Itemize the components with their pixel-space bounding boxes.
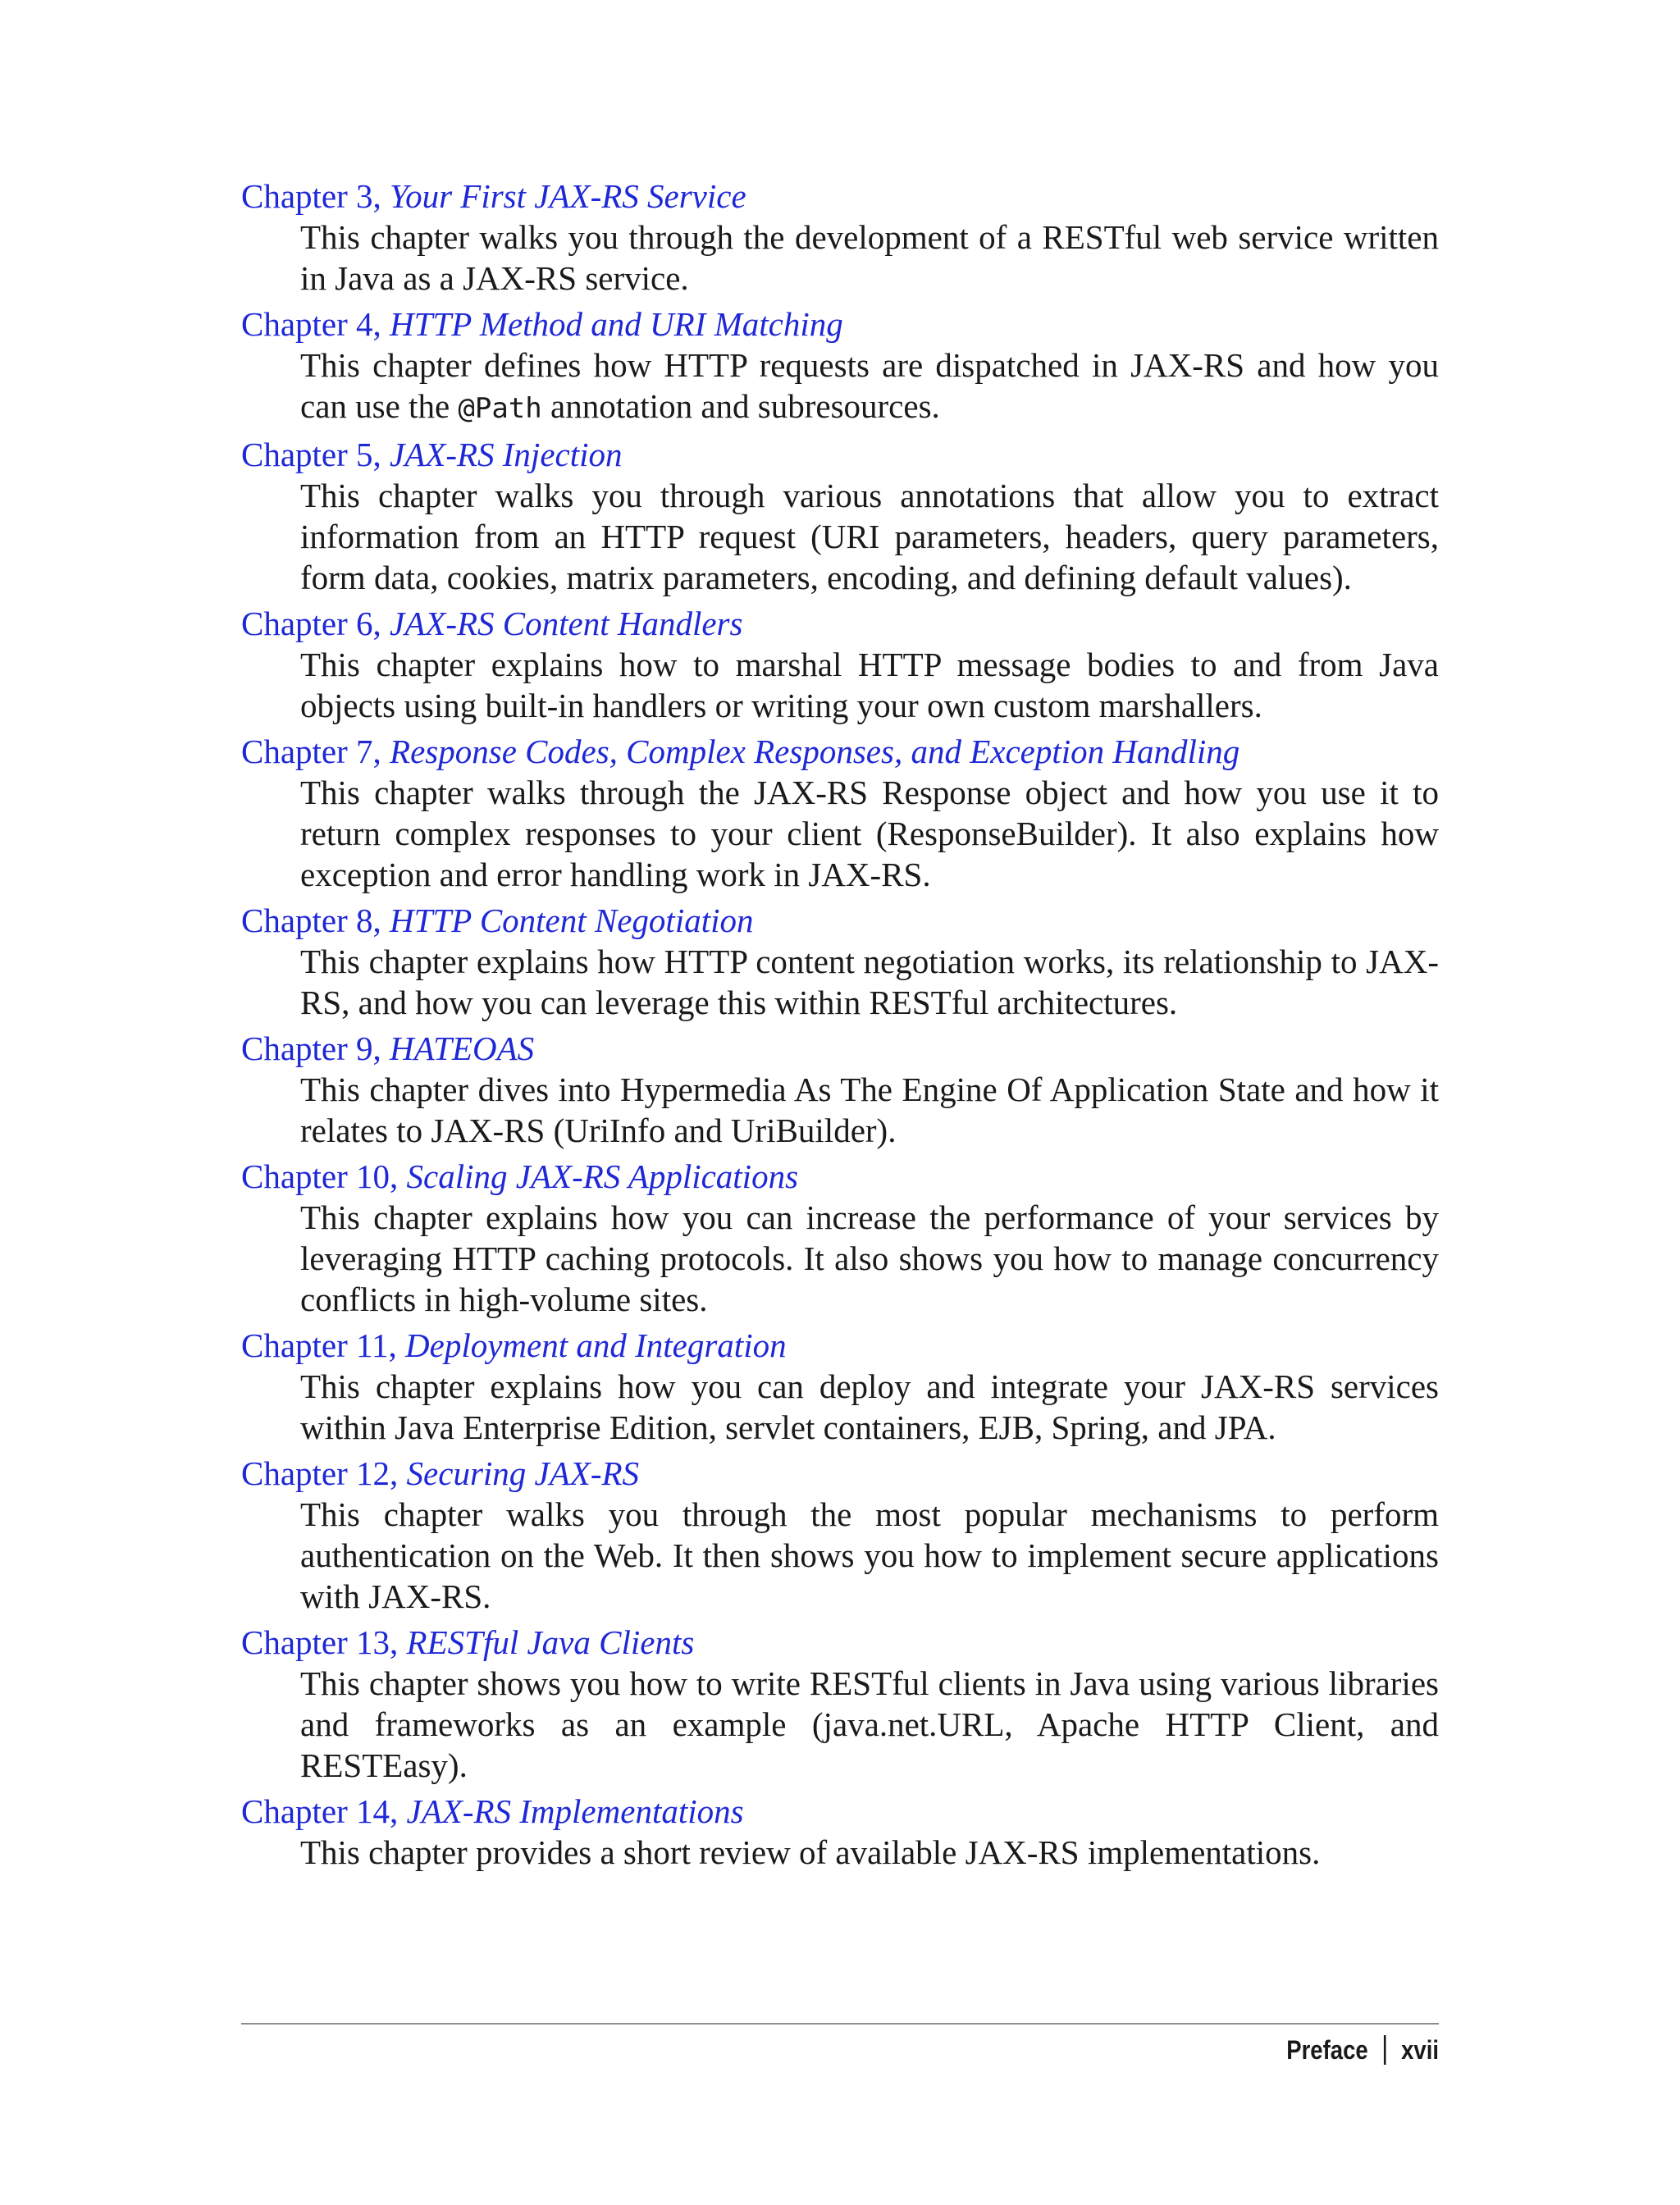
chapter-description: This chapter walks you through the most popular mechanisms to perform authentication on the Web. It then shows you how to implement secure applications with JAX-RS. (300, 1495, 1439, 1615)
chapter-entry-5 (241, 434, 1439, 598)
chapter-number: Chapter 12, (241, 1454, 407, 1492)
chapter-number: Chapter 5, (241, 436, 390, 473)
chapter-entry-9 (241, 1028, 1439, 1151)
chapter-number: Chapter 8, (241, 902, 390, 939)
chapter-title: HTTP Content Negotiation (390, 902, 754, 939)
description-text: annotation and subresources. (541, 387, 940, 425)
chapter-entry-14 (241, 1791, 1439, 1873)
chapter-4-link[interactable] (241, 304, 1439, 345)
chapter-description: This chapter walks you through various annotations that allow you to extract information from an HTTP request (URI parameters, headers, query parameters, form data, cookies, matrix parameters, encoding, and defining default values). (300, 477, 1439, 596)
chapter-6-link[interactable] (241, 603, 1439, 644)
path-annotation-code: @Path (458, 392, 542, 425)
chapter-8-link[interactable] (241, 900, 1439, 941)
chapter-description: This chapter shows you how to write RESTful clients in Java using various libraries and frameworks as an example (java.net.URL, Apache HTTP Client, and RESTEasy). (300, 1664, 1439, 1784)
chapter-7-link[interactable] (241, 731, 1439, 772)
chapter-entry-6 (241, 603, 1439, 726)
chapter-title: JAX-RS Content Handlers (390, 605, 743, 642)
chapter-description: This chapter explains how you can increase the performance of your services by leveraging HTTP caching protocols. It also shows you how to manage concurrency conflicts in high-volume sites. (300, 1198, 1439, 1318)
chapter-description: This chapter explains how to marshal HTTP message bodies to and from Java objects using built-in handlers or writing your own custom marshallers. (300, 646, 1439, 724)
chapter-description: This chapter explains how you can deploy and integrate your JAX-RS services within Java Enterprise Edition, servlet containers, EJB, Spring, and JPA. (300, 1367, 1439, 1446)
page-footer (1286, 2029, 1439, 2070)
description-text: This chapter defines how HTTP requests are dispatched in JAX-RS and how you can use the (300, 346, 1439, 425)
chapter-title: HTTP Method and URI Matching (390, 305, 843, 343)
chapter-number: Chapter 14, (241, 1792, 407, 1830)
chapter-5-link[interactable] (241, 434, 1439, 475)
chapter-number: Chapter 9, (241, 1029, 390, 1067)
footer-divider (241, 2023, 1439, 2025)
chapter-10-link[interactable] (241, 1156, 1439, 1197)
chapter-title: JAX-RS Implementations (406, 1792, 744, 1830)
chapter-description: This chapter walks you through the development of a RESTful web service written in Java as a JAX-RS service. (300, 218, 1439, 297)
chapter-entry-13 (241, 1622, 1439, 1786)
footer-section-label: Preface (1286, 2035, 1368, 2065)
chapter-entry-10 (241, 1156, 1439, 1320)
chapter-title: Securing JAX-RS (406, 1454, 640, 1492)
chapter-title: Response Codes, Complex Responses, and Exception Handling (390, 733, 1240, 770)
chapter-number: Chapter 7, (241, 733, 390, 770)
chapter-title: Scaling JAX-RS Applications (406, 1157, 799, 1195)
chapter-number: Chapter 6, (241, 605, 390, 642)
chapter-12-link[interactable] (241, 1453, 1439, 1494)
chapter-title: RESTful Java Clients (406, 1623, 695, 1661)
chapter-3-link[interactable] (241, 176, 1439, 217)
chapter-title: HATEOAS (390, 1029, 535, 1067)
chapter-number: Chapter 10, (241, 1157, 407, 1195)
chapter-title: Your First JAX-RS Service (390, 177, 746, 215)
chapter-description: This chapter walks through the JAX-RS Response object and how you use it to return complex responses to your client (ResponseBuilder). It also explains how exception and error handling work in JAX-RS. (300, 774, 1439, 893)
chapter-entry-3 (241, 176, 1439, 299)
chapter-entry-8 (241, 900, 1439, 1023)
chapter-entry-4 (241, 304, 1439, 429)
chapter-entry-7 (241, 731, 1439, 895)
chapter-number: Chapter 4, (241, 305, 390, 343)
chapter-description: This chapter provides a short review of available JAX-RS implementations. (300, 1833, 1321, 1871)
page-number: xvii (1401, 2035, 1439, 2065)
chapter-list (241, 176, 1439, 1878)
chapter-number: Chapter 11, (241, 1326, 406, 1364)
chapter-number: Chapter 3, (241, 177, 390, 215)
chapter-entry-12 (241, 1453, 1439, 1617)
chapter-entry-11 (241, 1325, 1439, 1448)
chapter-number: Chapter 13, (241, 1623, 407, 1661)
chapter-title: Deployment and Integration (405, 1326, 787, 1364)
chapter-13-link[interactable] (241, 1622, 1439, 1663)
chapter-description: This chapter explains how HTTP content negotiation works, its relationship to JAX-RS, and how you can leverage this within RESTful architectures. (300, 943, 1439, 1021)
chapter-9-link[interactable] (241, 1028, 1439, 1069)
chapter-description: This chapter dives into Hypermedia As The Engine Of Application State and how it relates to JAX-RS (UriInfo and UriBuilder). (300, 1071, 1439, 1149)
chapter-11-link[interactable] (241, 1325, 1439, 1366)
footer-separator (1384, 2035, 1386, 2065)
chapter-title: JAX-RS Injection (390, 436, 623, 473)
chapter-14-link[interactable] (241, 1791, 1439, 1832)
chapter-description (300, 345, 1439, 429)
